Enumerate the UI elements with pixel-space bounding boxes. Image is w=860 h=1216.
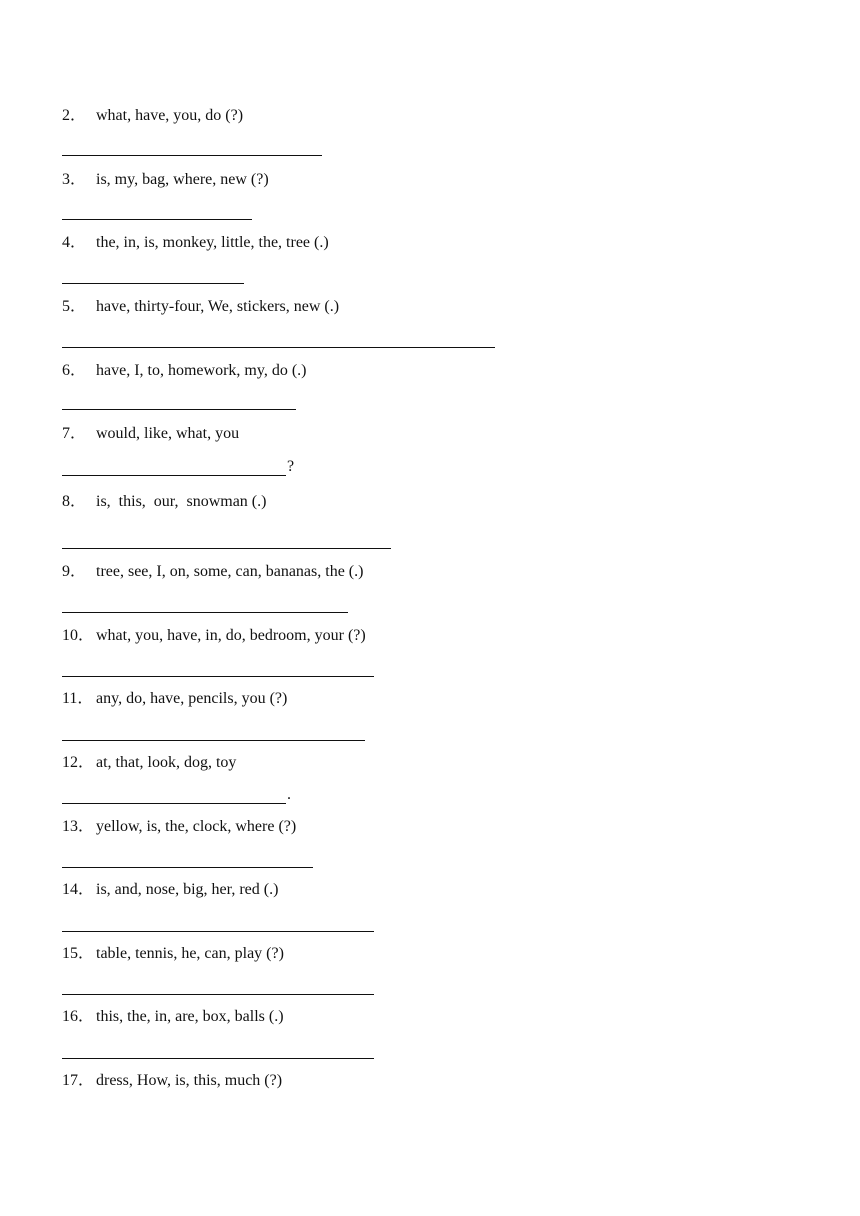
question-number: 9． xyxy=(62,563,87,580)
question-number: 17． xyxy=(62,1072,95,1089)
question-words: tree, see, I, on, some, can, bananas, the (.) xyxy=(96,563,364,580)
answer-blank[interactable] xyxy=(62,912,386,932)
question-number: 3． xyxy=(62,171,87,188)
question-item xyxy=(62,492,266,512)
question-words: the, in, is, monkey, little, the, tree (.) xyxy=(96,234,329,251)
answer-blank[interactable] xyxy=(62,328,507,348)
answer-line[interactable] xyxy=(62,155,322,156)
question-item xyxy=(62,753,236,773)
answer-blank[interactable] xyxy=(62,721,377,741)
question-number: 4． xyxy=(62,234,87,251)
question-words: is, this, our, snowman (.) xyxy=(96,493,267,510)
answer-blank[interactable] xyxy=(62,1039,386,1059)
question-words: at, that, look, dog, toy xyxy=(96,754,237,771)
answer-blank[interactable] xyxy=(62,784,298,804)
answer-line[interactable] xyxy=(62,219,252,220)
answer-blank[interactable] xyxy=(62,200,264,220)
answer-end-punctuation: ? xyxy=(287,458,295,475)
answer-line[interactable] xyxy=(62,803,286,804)
answer-blank[interactable] xyxy=(62,593,360,613)
answer-end-punctuation: . xyxy=(287,786,291,803)
question-item xyxy=(62,106,243,126)
question-number: 13． xyxy=(62,818,95,835)
answer-line[interactable] xyxy=(62,347,495,348)
question-number: 14． xyxy=(62,881,95,898)
answer-line[interactable] xyxy=(62,676,374,677)
question-number: 11． xyxy=(62,690,94,707)
question-words: this, the, in, are, box, balls (.) xyxy=(96,1008,284,1025)
question-item xyxy=(62,817,296,837)
answer-blank[interactable] xyxy=(62,529,403,549)
question-words: have, thirty-four, We, stickers, new (.) xyxy=(96,298,340,315)
question-number: 7． xyxy=(62,425,87,442)
question-item xyxy=(62,170,269,190)
question-item xyxy=(62,944,284,964)
question-item xyxy=(62,361,306,381)
question-words: what, you, have, in, do, bedroom, your (?) xyxy=(96,627,366,644)
answer-line[interactable] xyxy=(62,740,365,741)
answer-blank[interactable] xyxy=(62,264,256,284)
question-words: any, do, have, pencils, you (?) xyxy=(96,690,288,707)
question-number: 10． xyxy=(62,627,95,644)
answer-line[interactable] xyxy=(62,475,286,476)
answer-blank[interactable] xyxy=(62,136,334,156)
answer-blank[interactable] xyxy=(62,390,308,410)
question-words: would, like, what, you xyxy=(96,425,240,442)
question-item xyxy=(62,424,239,444)
question-item xyxy=(62,562,363,582)
question-words: table, tennis, he, can, play (?) xyxy=(96,945,284,962)
answer-blank[interactable] xyxy=(62,657,386,677)
answer-blank[interactable] xyxy=(62,456,298,476)
answer-line[interactable] xyxy=(62,994,374,995)
question-item xyxy=(62,626,366,646)
question-item xyxy=(62,689,287,709)
question-number: 2． xyxy=(62,107,87,124)
question-item xyxy=(62,1007,284,1027)
question-words: have, I, to, homework, my, do (.) xyxy=(96,362,307,379)
answer-line[interactable] xyxy=(62,612,348,613)
question-words: is, my, bag, where, new (?) xyxy=(96,171,269,188)
question-number: 6． xyxy=(62,362,87,379)
answer-line[interactable] xyxy=(62,867,313,868)
question-words: dress, How, is, this, much (?) xyxy=(96,1072,283,1089)
question-number: 16． xyxy=(62,1008,95,1025)
question-item xyxy=(62,880,278,900)
question-item xyxy=(62,297,339,317)
question-item xyxy=(62,1071,282,1091)
question-number: 15． xyxy=(62,945,95,962)
question-number: 8． xyxy=(62,493,87,510)
question-number: 12． xyxy=(62,754,95,771)
answer-line[interactable] xyxy=(62,283,244,284)
question-words: what, have, you, do (?) xyxy=(96,107,244,124)
answer-line[interactable] xyxy=(62,1058,374,1059)
question-number: 5． xyxy=(62,298,87,315)
answer-line[interactable] xyxy=(62,931,374,932)
answer-line[interactable] xyxy=(62,548,391,549)
answer-blank[interactable] xyxy=(62,975,386,995)
question-words: is, and, nose, big, her, red (.) xyxy=(96,881,279,898)
question-words: yellow, is, the, clock, where (?) xyxy=(96,818,297,835)
question-item xyxy=(62,233,329,253)
answer-blank[interactable] xyxy=(62,848,325,868)
answer-line[interactable] xyxy=(62,409,296,410)
